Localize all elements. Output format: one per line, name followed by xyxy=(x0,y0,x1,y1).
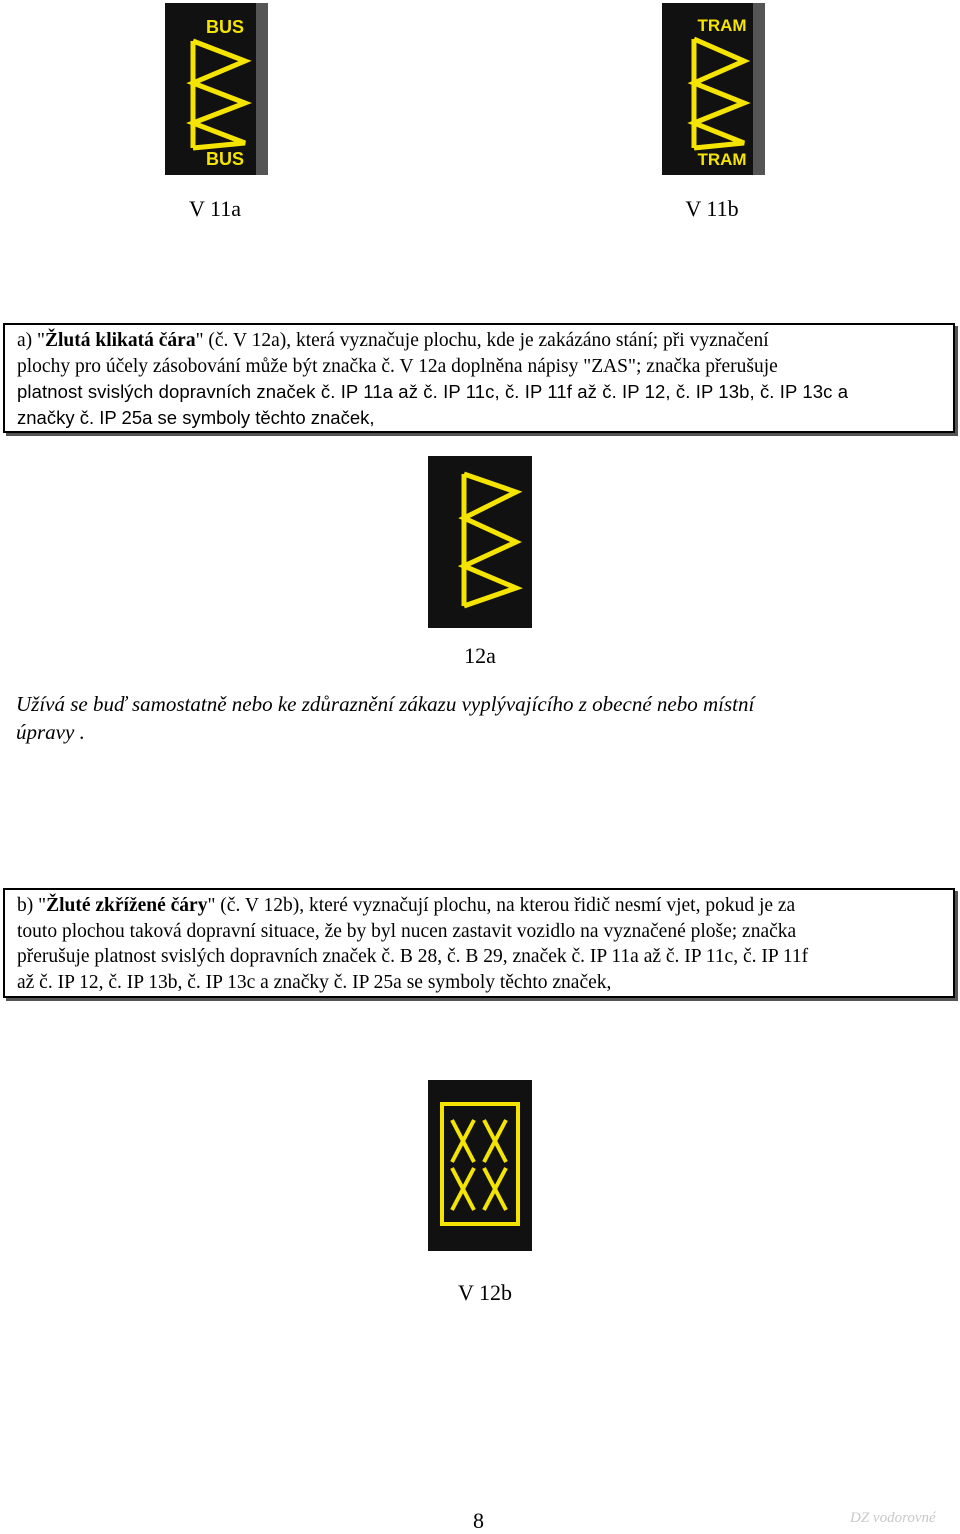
section-b-box xyxy=(3,888,955,998)
sign-v11a xyxy=(165,3,268,175)
caption-v11b: V 11b xyxy=(685,196,739,221)
sign-v11b xyxy=(662,3,765,175)
page-number: 8 xyxy=(473,1508,484,1533)
section-b-line4: až č. IP 12, č. IP 13b, č. IP 13c a značky č. IP 25a se symboly těchto značek, xyxy=(17,971,612,993)
sign-v11a-top-text: BUS xyxy=(205,17,245,37)
watermark: DZ vodorovné xyxy=(850,1510,936,1526)
section-a-line3: platnost svislých dopravních značek č. IP 11a až č. IP 11c, č. IP 11f až č. IP 12, č. IP 13b, č. IP 13c a xyxy=(17,381,849,402)
zigzag-bus-sign-graphic xyxy=(165,3,268,175)
section-b-line3: přerušuje platnost svislých dopravních značek č. B 28, č. B 29, značek č. IP 11a až č. IP 11c, č. IP 11f xyxy=(17,946,809,967)
caption-v11a: V 11a xyxy=(189,196,241,221)
section-b-line2: touto plochou taková dopravní situace, že by byl nucen zastavit vozidlo na vyznačené ploše; značka xyxy=(17,920,797,942)
zigzag-sign-graphic xyxy=(428,456,532,628)
sign-v11a-bottom-text: BUS xyxy=(205,149,245,169)
caption-v12b: V 12b xyxy=(458,1280,512,1305)
section-a-line1-rest: " (č. V 12a), která vyznačuje plochu, kde je zakázáno stání; při vyznačení xyxy=(195,330,769,351)
note-12a xyxy=(16,690,946,746)
section-b-prefix: b) " xyxy=(17,895,47,916)
section-a-line1 xyxy=(17,328,943,354)
section-a-prefix: a) " xyxy=(17,330,45,351)
sign-v11b-top-text: TRAM xyxy=(697,16,747,35)
caption-v12a: 12a xyxy=(464,643,496,668)
crossed-lines-sign-graphic xyxy=(428,1080,532,1251)
section-a-box xyxy=(3,323,955,433)
section-b-line1-rest: " (č. V 12b), které vyznačují plochu, na kterou řidič nesmí vjet, pokud je za xyxy=(207,895,796,916)
section-a-line2: plochy pro účely zásobování může být značka č. V 12a doplněna nápisy "ZAS"; značka přerušuje xyxy=(17,355,778,377)
sign-v12a xyxy=(428,456,532,628)
section-a-title: Žlutá klikatá čára xyxy=(44,330,196,351)
sign-v11b-bottom-text: TRAM xyxy=(697,150,747,169)
section-a-line4: značky č. IP 25a se symboly těchto značek, xyxy=(17,406,375,428)
section-b-title: Žluté zkřížené čáry xyxy=(46,895,208,916)
note-12a-line2: úpravy . xyxy=(16,720,85,744)
section-b-line1 xyxy=(17,893,943,919)
note-12a-line1: Užívá se buď samostatně nebo ke zdůraznění zákazu vyplývajícího z obecné nebo místní xyxy=(16,692,755,716)
zigzag-tram-sign-graphic xyxy=(662,3,765,175)
sign-v12b xyxy=(428,1080,532,1251)
